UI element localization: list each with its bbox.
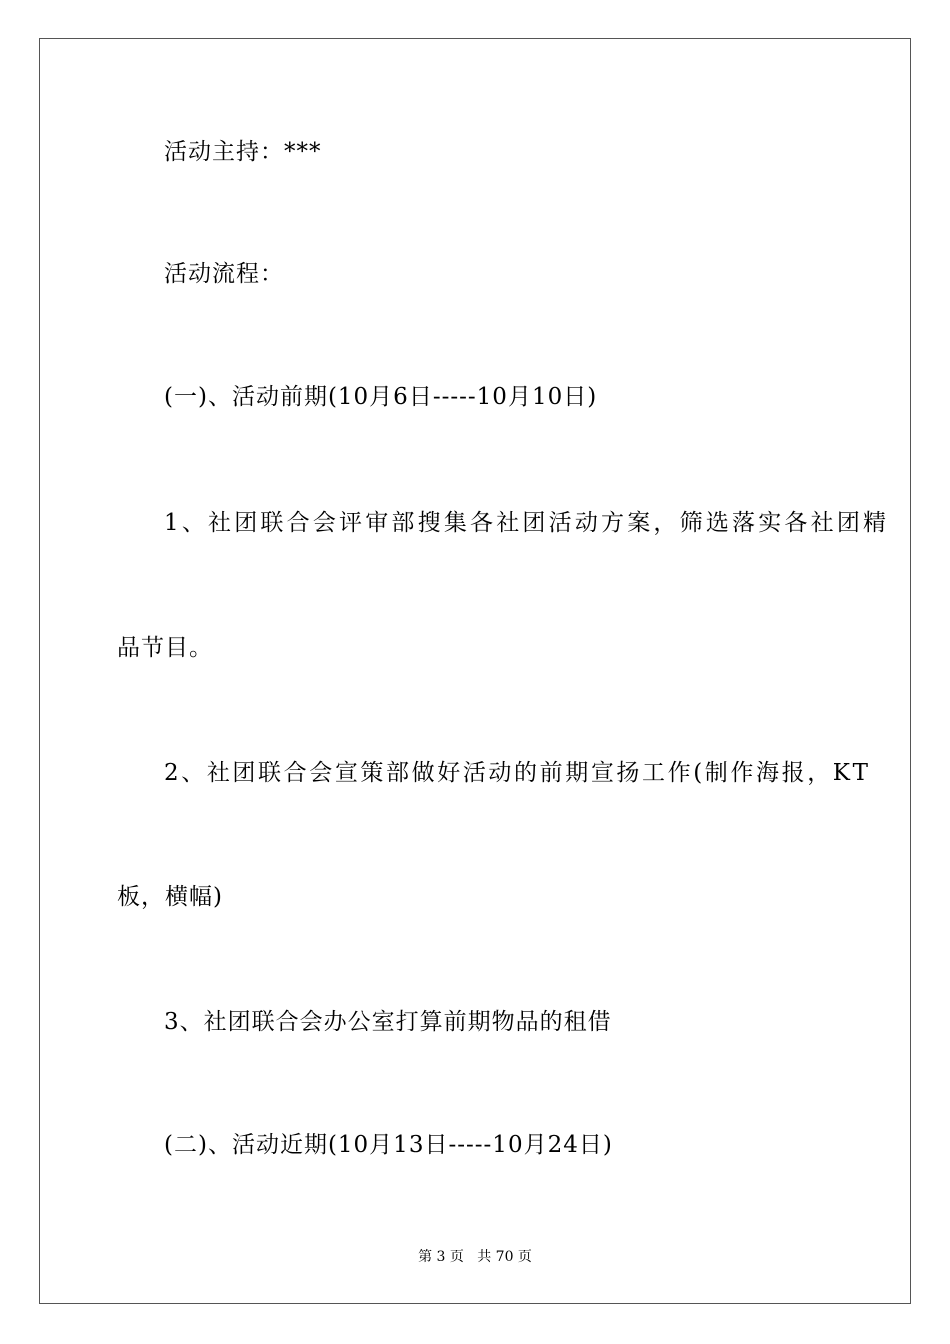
process-heading: 活动流程： <box>164 261 284 287</box>
section-two-heading: (二)、活动近期(10月13日-----10月24日) <box>164 1132 613 1158</box>
host-line: 活动主持：*** <box>164 139 322 165</box>
item-1-line-2: 品节目。 <box>117 635 213 661</box>
item-2-line-1: 2、社团联合会宣策部做好活动的前期宣扬工作(制作海报，KT <box>164 760 871 786</box>
item-3-line: 3、社团联合会办公室打算前期物品的租借 <box>164 1009 612 1035</box>
section-one-heading: (一)、活动前期(10月6日-----10月10日) <box>164 384 598 410</box>
item-1-line-1: 1、社团联合会评审部搜集各社团活动方案，筛选落实各社团精 <box>164 510 890 536</box>
page-number-footer: 第 3 页 共 70 页 <box>418 1249 532 1265</box>
item-2-line-2: 板，横幅) <box>117 884 223 910</box>
page-border <box>39 38 911 1304</box>
